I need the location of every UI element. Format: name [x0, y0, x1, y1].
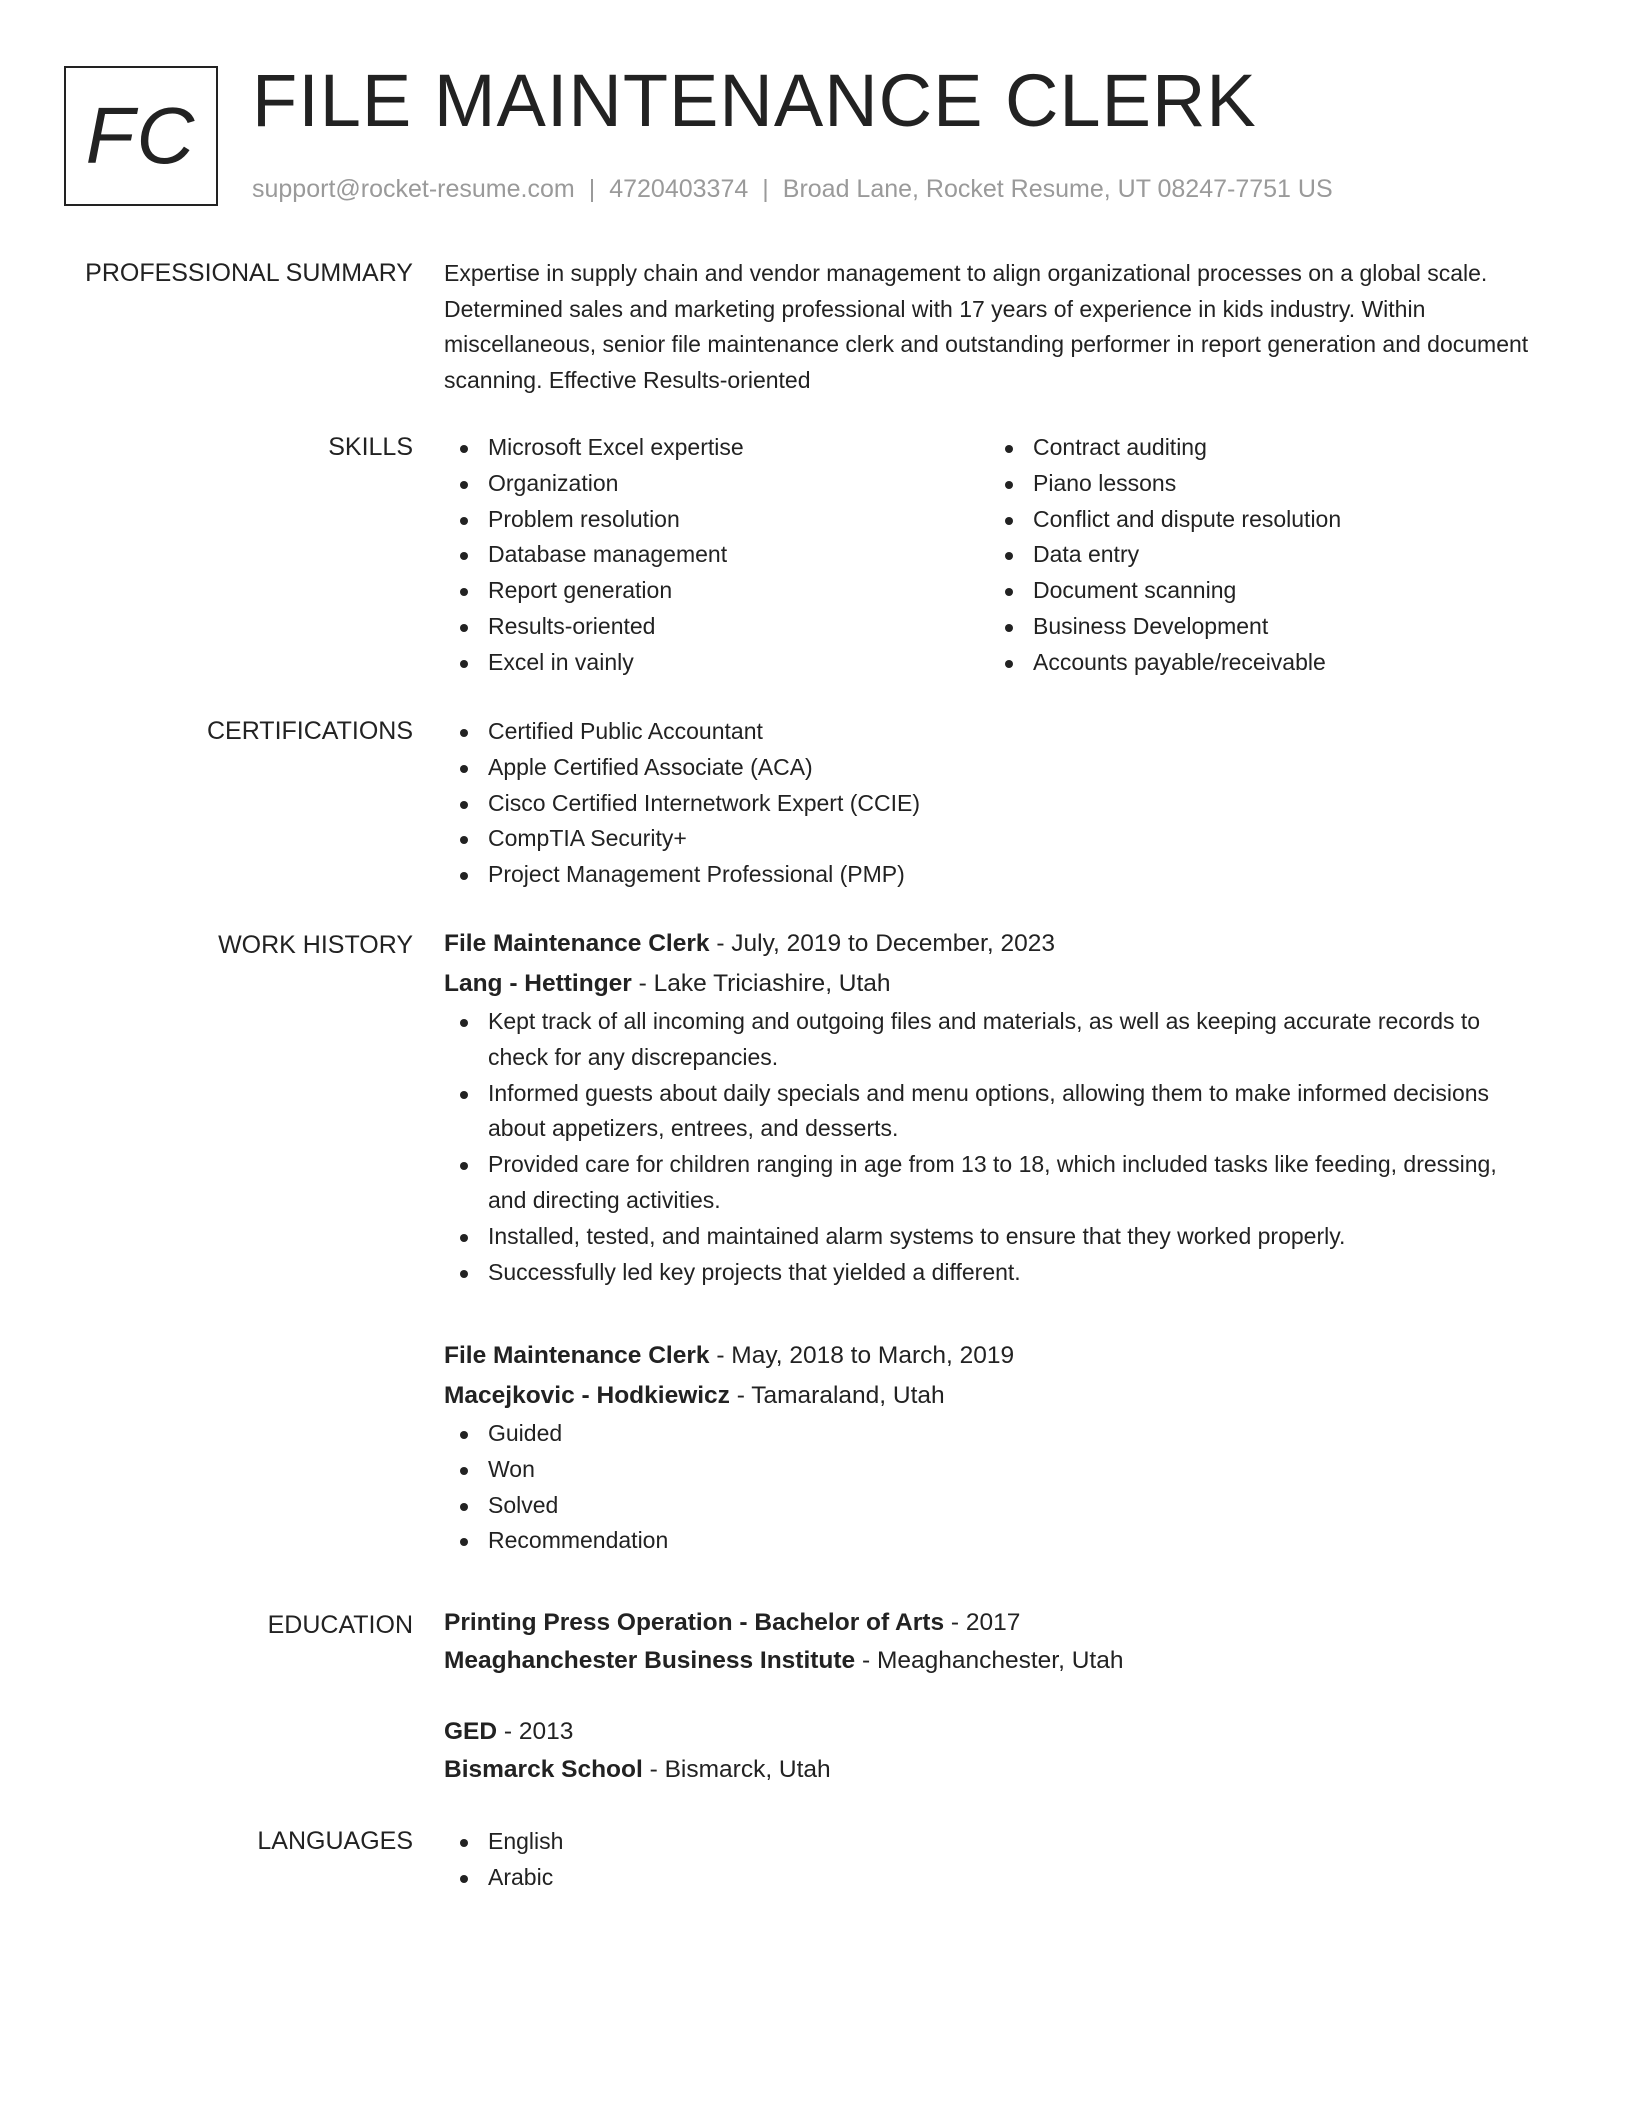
job-dates: - May, 2018 to March, 2019	[709, 1342, 1015, 1369]
job-location: - Lake Triciashire, Utah	[631, 970, 891, 997]
list-item: CompTIA Security+	[444, 821, 1534, 857]
section-label-skills: SKILLS	[328, 433, 413, 461]
list-item: Data entry	[989, 537, 1534, 573]
list-item: Apple Certified Associate (ACA)	[444, 750, 1534, 786]
contact-address: Broad Lane, Rocket Resume, UT 08247-7751 US	[782, 175, 1333, 203]
job-title-line	[444, 1336, 1534, 1376]
section-label-work-history: WORK HISTORY	[218, 931, 413, 959]
education-entry	[444, 1713, 1534, 1789]
summary-text: Expertise in supply chain and vendor management to align organizational processes on a global scale. Determined sales and marketing professional with 17 years of experience in kids industry. Within miscellaneous, senior file maintenance clerk and outstanding performer in report generation and document scanning. Effective Results-oriented	[444, 260, 1529, 393]
list-item: Piano lessons	[989, 466, 1534, 502]
job-company-line	[444, 964, 1534, 1004]
job-company: Macejkovic - Hodkiewicz	[444, 1382, 730, 1409]
list-item: Microsoft Excel expertise	[444, 430, 989, 466]
list-item: English	[444, 1824, 1534, 1860]
list-item: Provided care for children ranging in age from 13 to 18, which included tasks like feeding, dressing, and directing activities.	[444, 1147, 1534, 1219]
list-item: Project Management Professional (PMP)	[444, 857, 1534, 893]
education-school: Meaghanchester Business Institute	[444, 1647, 856, 1674]
list-item: Database management	[444, 537, 989, 573]
job-duties-list	[444, 1004, 1534, 1290]
list-item: Business Development	[989, 609, 1534, 645]
job-company-line	[444, 1376, 1534, 1416]
job-duties-list	[444, 1416, 1534, 1559]
skills-list-right	[989, 430, 1534, 681]
education-location: - Meaghanchester, Utah	[855, 1647, 1124, 1674]
certifications-section	[444, 714, 1534, 893]
skills-section	[444, 430, 1534, 681]
list-item: Document scanning	[989, 573, 1534, 609]
job-title-line	[444, 924, 1534, 964]
list-item: Contract auditing	[989, 430, 1534, 466]
list-item: Arabic	[444, 1860, 1534, 1896]
contact-line	[252, 174, 1333, 204]
monogram-logo: FC	[64, 66, 218, 206]
education-school: Bismarck School	[444, 1756, 643, 1783]
contact-email[interactable]: support@rocket-resume.com	[252, 175, 575, 203]
list-item: Guided	[444, 1416, 1534, 1452]
list-item: Solved	[444, 1488, 1534, 1524]
languages-section	[444, 1824, 1534, 1896]
list-item: Results-oriented	[444, 609, 989, 645]
list-item: Report generation	[444, 573, 989, 609]
job-dates: - July, 2019 to December, 2023	[709, 930, 1055, 957]
section-label-languages: LANGUAGES	[257, 1827, 413, 1855]
certifications-list	[444, 714, 1534, 893]
education-degree-line	[444, 1604, 1534, 1642]
list-item: Won	[444, 1452, 1534, 1488]
section-label-summary: PROFESSIONAL SUMMARY	[85, 259, 413, 287]
job-location: - Tamaraland, Utah	[729, 1382, 945, 1409]
education-degree: Printing Press Operation - Bachelor of Arts	[444, 1609, 945, 1636]
section-label-certifications: CERTIFICATIONS	[206, 717, 413, 745]
list-item: Cisco Certified Internetwork Expert (CCIE)	[444, 786, 1534, 822]
education-degree: GED	[444, 1718, 498, 1745]
list-item: Excel in vainly	[444, 645, 989, 681]
list-item: Organization	[444, 466, 989, 502]
list-item: Accounts payable/receivable	[989, 645, 1534, 681]
section-label-education: EDUCATION	[267, 1611, 413, 1639]
list-item: Informed guests about daily specials and menu options, allowing them to make informed decisions about appetizers, entrees, and desserts.	[444, 1076, 1534, 1148]
job-title: File Maintenance Clerk	[444, 930, 710, 957]
list-item: Recommendation	[444, 1523, 1534, 1559]
skills-list-left	[444, 430, 989, 681]
list-item: Installed, tested, and maintained alarm systems to ensure that they worked properly.	[444, 1219, 1534, 1255]
work-entry	[444, 924, 1534, 1290]
education-location: - Bismarck, Utah	[642, 1756, 831, 1783]
languages-list	[444, 1824, 1534, 1896]
contact-separator: |	[762, 175, 769, 203]
list-item: Successfully led key projects that yielded a different.	[444, 1255, 1534, 1291]
job-company: Lang - Hettinger	[444, 970, 632, 997]
education-degree-line	[444, 1713, 1534, 1751]
summary-section	[444, 256, 1534, 398]
list-item: Problem resolution	[444, 502, 989, 538]
contact-separator: |	[588, 175, 596, 203]
list-item: Certified Public Accountant	[444, 714, 1534, 750]
resume-title: FILE MAINTENANCE CLERK	[252, 59, 1257, 142]
education-school-line	[444, 1751, 1534, 1789]
education-entry	[444, 1604, 1534, 1680]
education-year: - 2017	[944, 1609, 1021, 1636]
contact-phone[interactable]: 4720403374	[609, 175, 749, 203]
education-school-line	[444, 1642, 1534, 1680]
job-title: File Maintenance Clerk	[444, 1342, 710, 1369]
list-item: Kept track of all incoming and outgoing files and materials, as well as keeping accurate records to check for any discrepancies.	[444, 1004, 1534, 1076]
education-year: - 2013	[497, 1718, 574, 1745]
work-entry	[444, 1336, 1534, 1559]
list-item: Conflict and dispute resolution	[989, 502, 1534, 538]
